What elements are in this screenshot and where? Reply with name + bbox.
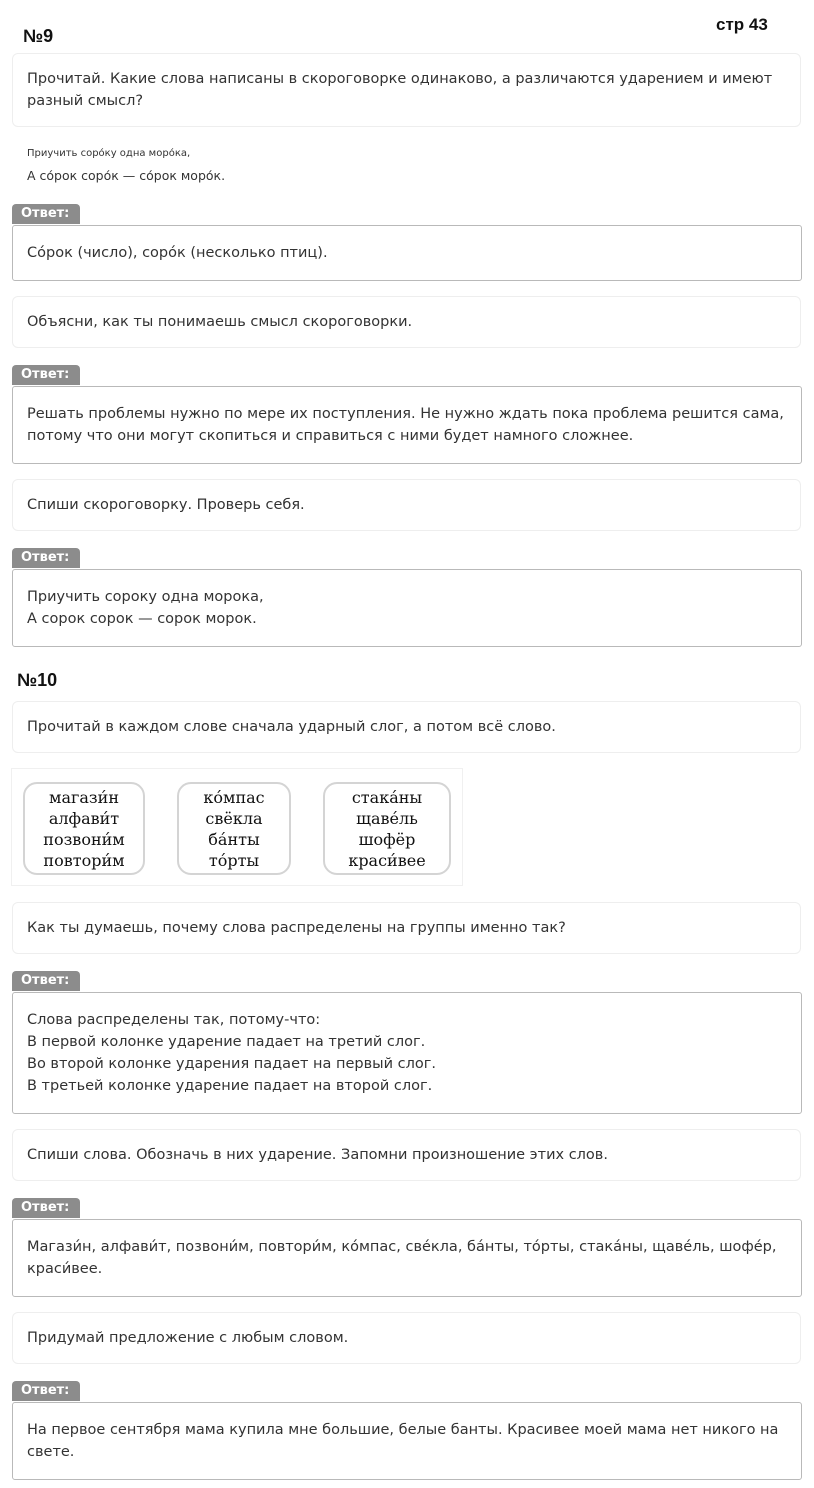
card-word: магази́н <box>49 787 119 807</box>
task9-question-2-text: Объясни, как ты понимаешь смысл скороговорки. <box>27 314 413 330</box>
answer-line: свете. <box>27 1444 75 1460</box>
task10-answer-3 <box>12 1219 802 1297</box>
poem-line: А со́рок соро́к — со́рок моро́к. <box>27 168 226 183</box>
answer-line: Слова распределены так, потому-что: <box>27 1012 321 1028</box>
answer-line: Со́рок (число), соро́к (несколько птиц). <box>27 245 328 261</box>
task10-question-3-text: Спиши слова. Обозначь в них ударение. Запомни произношение этих слов. <box>27 1147 608 1163</box>
page-label: стр 43 <box>716 15 768 34</box>
task10-question-2-text: Как ты думаешь, почему слова распределены на группы именно так? <box>27 920 566 936</box>
card-word: свёкла <box>205 808 263 828</box>
word-card-2 <box>177 782 291 875</box>
task9-answer-2 <box>12 386 802 464</box>
card-word: алфави́т <box>48 808 120 828</box>
card-word: повтори́м <box>43 850 125 870</box>
task9-question-3-text: Спиши скороговорку. Проверь себя. <box>27 497 305 513</box>
word-cards-image <box>11 768 463 886</box>
task9-poem <box>27 143 225 187</box>
card-word: краси́вее <box>348 850 426 870</box>
answer-line: В третьей колонке ударение падает на второй слог. <box>27 1078 433 1094</box>
word-card-3 <box>323 782 451 875</box>
answer-line: На первое сентября мама купила мне большие, белые банты. Красивее моей мама нет никого на <box>27 1422 779 1438</box>
task10-answer-2 <box>12 992 802 1114</box>
task10-answer-4 <box>12 1402 802 1480</box>
answer-line: Во второй колонке ударения падает на первый слог. <box>27 1056 436 1072</box>
task9-answer-1 <box>12 225 802 281</box>
task10-question-2 <box>12 902 801 954</box>
task9-question-2 <box>12 296 801 348</box>
task10-question-1-text: Прочитай в каждом слове сначала ударный слог, а потом всё слово. <box>27 719 556 735</box>
task9-question-3 <box>12 479 801 531</box>
task9-answer-3 <box>12 569 802 647</box>
answer-label: Ответ: <box>12 971 80 991</box>
answer-label: Ответ: <box>12 1381 80 1401</box>
card-word: то́рты <box>208 850 260 870</box>
answer-line: Приучить сороку одна морока, <box>27 589 264 605</box>
card-word: ба́нты <box>208 829 260 849</box>
task10-question-1 <box>12 701 801 753</box>
answer-line: В первой колонке ударение падает на третий слог. <box>27 1034 426 1050</box>
task10-question-4-text: Придумай предложение с любым словом. <box>27 1330 349 1346</box>
answer-line: краси́вее. <box>27 1261 103 1277</box>
answer-line: Решать проблемы нужно по мере их поступления. Не нужно ждать пока проблема решится сама, <box>27 406 784 422</box>
card-word: шофёр <box>358 829 416 849</box>
answer-line: потому что они могут скопиться и справиться с ними будет намного сложнее. <box>27 428 634 444</box>
task9-question-1-text: Прочитай. Какие слова написаны в скороговорке одинаково, а различаются ударением и имеют разный смысл? <box>27 71 773 109</box>
card-word: стака́ны <box>351 787 423 807</box>
task10-question-4 <box>12 1312 801 1364</box>
card-word: позвони́м <box>43 829 125 849</box>
answer-label: Ответ: <box>12 365 80 385</box>
card-word: щаве́ль <box>356 808 418 828</box>
answer-label: Ответ: <box>12 204 80 224</box>
card-word: ко́мпас <box>203 787 265 807</box>
task-number-9: №9 <box>23 26 54 46</box>
answer-label: Ответ: <box>12 548 80 568</box>
answer-line: А сорок сорок — сорок морок. <box>27 611 257 627</box>
task-number-10: №10 <box>17 670 58 690</box>
word-card-1 <box>23 782 145 875</box>
answer-line: Магази́н, алфави́т, позвони́м, повтори́м, ко́мпас, све́кла, ба́нты, то́рты, стака́ны, щаве́ль, шофе́р, <box>27 1239 777 1255</box>
task10-question-3 <box>12 1129 801 1181</box>
poem-line: Приучить соро́ку одна моро́ка, <box>27 148 191 159</box>
task9-question-1 <box>12 53 801 127</box>
answer-label: Ответ: <box>12 1198 80 1218</box>
